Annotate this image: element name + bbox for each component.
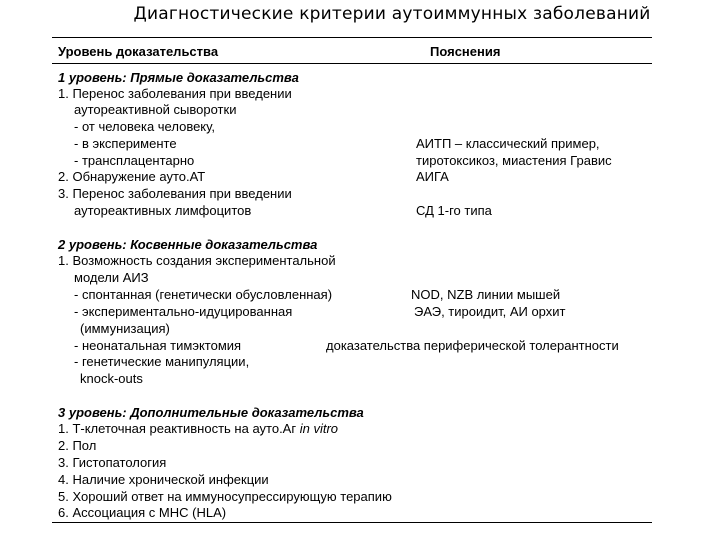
level3-heading: 3 уровень: Дополнительные доказательства	[58, 405, 364, 420]
level2-item: - экспериментально-идуцированная	[74, 304, 293, 319]
level2-item: - спонтанная (генетически обусловленная)	[74, 287, 333, 302]
level3-item: 4. Наличие хронической инфекции	[58, 472, 269, 487]
level2-item: - генетические манипуляции,	[74, 354, 250, 369]
column-header-notes: Пояснения	[430, 44, 501, 59]
level2-item: (иммунизация)	[80, 321, 170, 336]
level1-item: - в эксперименте	[74, 136, 177, 151]
level1-note: АИТП – классический пример,	[416, 136, 600, 151]
level2-note: NOD, NZB линии мышей	[411, 287, 561, 302]
header-bottom-rule	[52, 63, 652, 64]
header-top-rule	[52, 37, 652, 38]
level1-item: - трансплацентарно	[74, 153, 195, 168]
level2-item: 1. Возможность создания экспериментальной	[58, 253, 336, 268]
level2-note: доказательства периферической толерантности	[326, 338, 619, 353]
table-bottom-rule	[52, 522, 652, 523]
level2-item: knock-outs	[80, 371, 143, 386]
level3-item: 6. Ассоциация с МНС (HLA)	[58, 505, 227, 520]
level1-item: 1. Перенос заболевания при введении	[58, 86, 292, 101]
level2-note: ЭАЭ, тироидит, АИ орхит	[414, 304, 566, 319]
level2-item: - неонатальная тимэктомия	[74, 338, 242, 353]
level3-item: 2. Пол	[58, 438, 97, 453]
level3-item: 1. Т-клеточная реактивность на ауто.Аг in vitro	[58, 421, 339, 436]
level1-item: аутореактивной сыворотки	[74, 102, 237, 117]
in-vitro-text: in vitro	[299, 421, 339, 436]
level1-item: 3. Перенос заболевания при введении	[58, 186, 292, 201]
level2-item: модели АИЗ	[74, 270, 149, 285]
level1-note: тиротоксикоз, миастения Гравис	[416, 153, 612, 168]
level1-item: 2. Обнаружение ауто.АТ	[58, 169, 206, 184]
level2-heading: 2 уровень: Косвенные доказательства	[58, 237, 318, 252]
level1-note: СД 1-го типа	[416, 203, 492, 218]
level1-note: АИГА	[416, 169, 449, 184]
level3-item: 3. Гистопатология	[58, 455, 167, 470]
level1-item: - от человека человеку,	[74, 119, 215, 134]
page-title: Диагностические критерии аутоиммунных заболеваний	[133, 4, 651, 24]
level1-item: аутореактивных лимфоцитов	[74, 203, 252, 218]
level3-item: 5. Хороший ответ на иммуносупрессирующую терапию	[58, 489, 392, 504]
level1-heading: 1 уровень: Прямые доказательства	[58, 70, 299, 85]
column-header-level: Уровень доказательства	[58, 44, 219, 59]
